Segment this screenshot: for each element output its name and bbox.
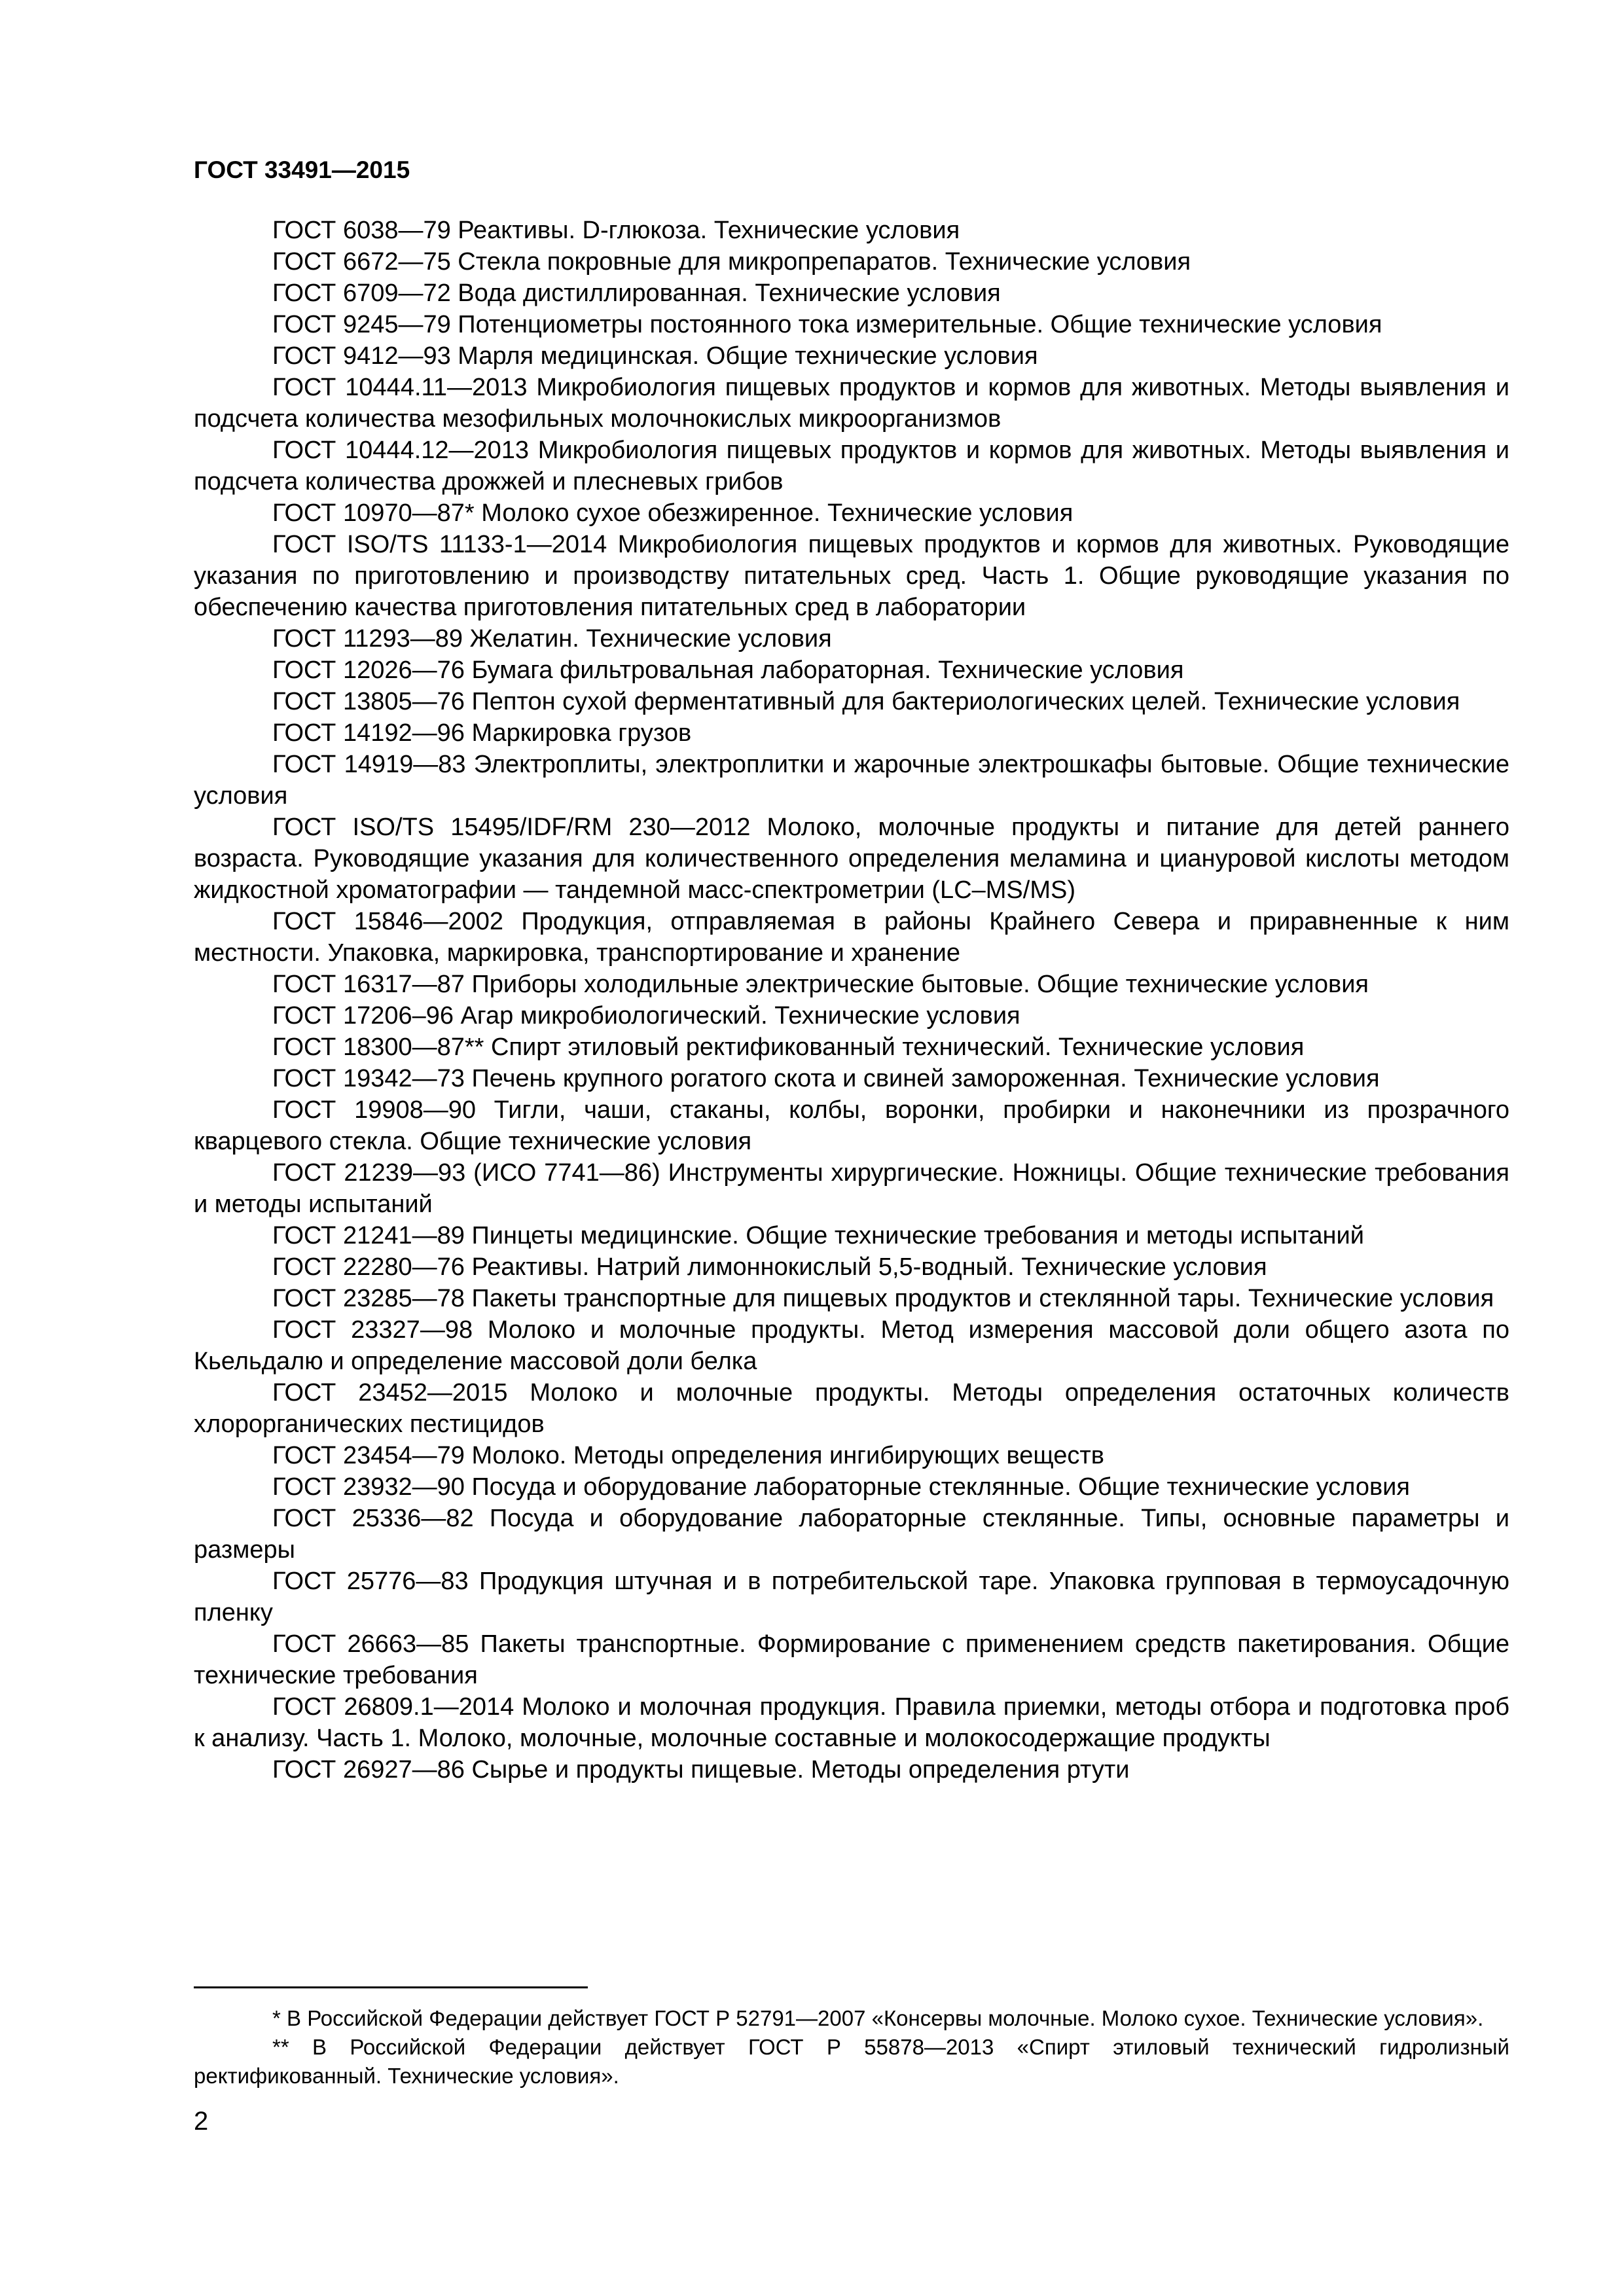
reference-item: ГОСТ 21239—93 (ИСО 7741—86) Инструменты хирургические. Ножницы. Общие технические требования и методы испытаний — [194, 1159, 1509, 1218]
reference-item: ГОСТ 6709—72 Вода дистиллированная. Технические условия — [272, 279, 1001, 307]
reference-item: ГОСТ 26663—85 Пакеты транспортные. Формирование с применением средств пакетирования. Общие технические требования — [194, 1630, 1509, 1689]
reference-item: ГОСТ 19908—90 Тигли, чаши, стаканы, колбы, воронки, пробирки и наконечники из прозрачного кварцевого стекла. Общие технические условия — [194, 1096, 1509, 1155]
reference-item: ГОСТ ISO/TS 15495/IDF/RM 230—2012 Молоко, молочные продукты и питание для детей раннего возраста. Руководящие указания для количественного определения меламина и циануровой кислоты методом жидкостной хроматографии — тандемной масс-спектрометрии (LC–MS/MS) — [194, 814, 1509, 904]
reference-item: ГОСТ ISO/TS 11133-1—2014 Микробиология пищевых продуктов и кормов для животных. Руководящие указания по приготовлению и производству питательных сред. Часть 1. Общие руководящие указания по обеспечению качества приготовления питательных сред в лаборатории — [194, 531, 1509, 621]
reference-item: ГОСТ 19342—73 Печень крупного рогатого скота и свиней замороженная. Технические условия — [272, 1065, 1380, 1092]
reference-item: ГОСТ 23454—79 Молоко. Методы определения ингибирующих веществ — [272, 1442, 1104, 1469]
reference-item: ГОСТ 22280—76 Реактивы. Натрий лимоннокислый 5,5-водный. Технические условия — [272, 1253, 1267, 1281]
reference-item: ГОСТ 9412—93 Марля медицинская. Общие технические условия — [272, 342, 1038, 370]
reference-item: ГОСТ 9245—79 Потенциометры постоянного тока измерительные. Общие технические условия — [272, 311, 1382, 338]
reference-item: ГОСТ 10444.11—2013 Микробиология пищевых продуктов и кормов для животных. Методы выявления и подсчета количества мезофильных молочнокислых микроорганизмов — [194, 374, 1509, 433]
reference-item: ГОСТ 6038—79 Реактивы. D-глюкоза. Технические условия — [272, 217, 960, 244]
footnote-item: * В Российской Федерации действует ГОСТ Р 52791—2007 «Консервы молочные. Молоко сухое. Технические условия». — [272, 2006, 1484, 2030]
reference-item: ГОСТ 16317—87 Приборы холодильные электрические бытовые. Общие технические условия — [272, 971, 1369, 998]
reference-item: ГОСТ 17206–96 Агар микробиологический. Технические условия — [272, 1002, 1020, 1030]
reference-item: ГОСТ 12026—76 Бумага фильтровальная лабораторная. Технические условия — [272, 656, 1184, 684]
reference-item: ГОСТ 13805—76 Пептон сухой ферментативный для бактериологических целей. Технические условия — [272, 688, 1460, 715]
reference-item: ГОСТ 26809.1—2014 Молоко и молочная продукция. Правила приемки, методы отбора и подготовка проб к анализу. Часть 1. Молоко, молочные, молочные составные и молокосодержащие продукты — [194, 1693, 1509, 1752]
reference-item: ГОСТ 25336—82 Посуда и оборудование лабораторные стеклянные. Типы, основные параметры и размеры — [194, 1505, 1509, 1564]
reference-item: ГОСТ 23285—78 Пакеты транспортные для пищевых продуктов и стеклянной тары. Технические условия — [272, 1285, 1494, 1312]
normative-references-list — [194, 215, 1509, 1785]
footnote-divider — [194, 1986, 588, 1988]
reference-item: ГОСТ 18300—87** Спирт этиловый ректификованный технический. Технические условия — [272, 1033, 1305, 1061]
reference-item: ГОСТ 10444.12—2013 Микробиология пищевых продуктов и кормов для животных. Методы выявления и подсчета количества дрожжей и плесневых грибов — [194, 437, 1509, 495]
reference-item: ГОСТ 21241—89 Пинцеты медицинские. Общие технические требования и методы испытаний — [272, 1222, 1364, 1249]
reference-item: ГОСТ 6672—75 Стекла покровные для микропрепаратов. Технические условия — [272, 248, 1191, 276]
page-number: 2 — [194, 2107, 209, 2136]
reference-item: ГОСТ 11293—89 Желатин. Технические условия — [272, 625, 832, 653]
reference-item: ГОСТ 14192—96 Маркировка грузов — [272, 719, 692, 747]
reference-item: ГОСТ 26927—86 Сырье и продукты пищевые. Методы определения ртути — [272, 1756, 1130, 1784]
reference-item: ГОСТ 23452—2015 Молоко и молочные продукты. Методы определения остаточных количеств хлорорганических пестицидов — [194, 1379, 1509, 1438]
reference-item: ГОСТ 25776—83 Продукция штучная и в потребительской таре. Упаковка групповая в термоусадочную пленку — [194, 1568, 1509, 1626]
reference-item: ГОСТ 14919—83 Электроплиты, электроплитки и жарочные электрошкафы бытовые. Общие технические условия — [194, 751, 1509, 810]
footnotes — [194, 2004, 1509, 2090]
reference-item: ГОСТ 23932—90 Посуда и оборудование лабораторные стеклянные. Общие технические условия — [272, 1473, 1410, 1501]
footnote-item: ** В Российской Федерации действует ГОСТ Р 55878—2013 «Спирт этиловый технический гидролизный ректификованный. Технические условия». — [194, 2035, 1509, 2088]
reference-item: ГОСТ 23327—98 Молоко и молочные продукты. Метод измерения массовой доли общего азота по Кьельдалю и определение массовой доли белка — [194, 1316, 1509, 1375]
document-header: ГОСТ 33491—2015 — [194, 156, 410, 183]
reference-item: ГОСТ 10970—87* Молоко сухое обезжиренное. Технические условия — [272, 499, 1074, 527]
reference-item: ГОСТ 15846—2002 Продукция, отправляемая в районы Крайнего Севера и приравненные к ним местности. Упаковка, маркировка, транспортирование и хранение — [194, 908, 1509, 967]
